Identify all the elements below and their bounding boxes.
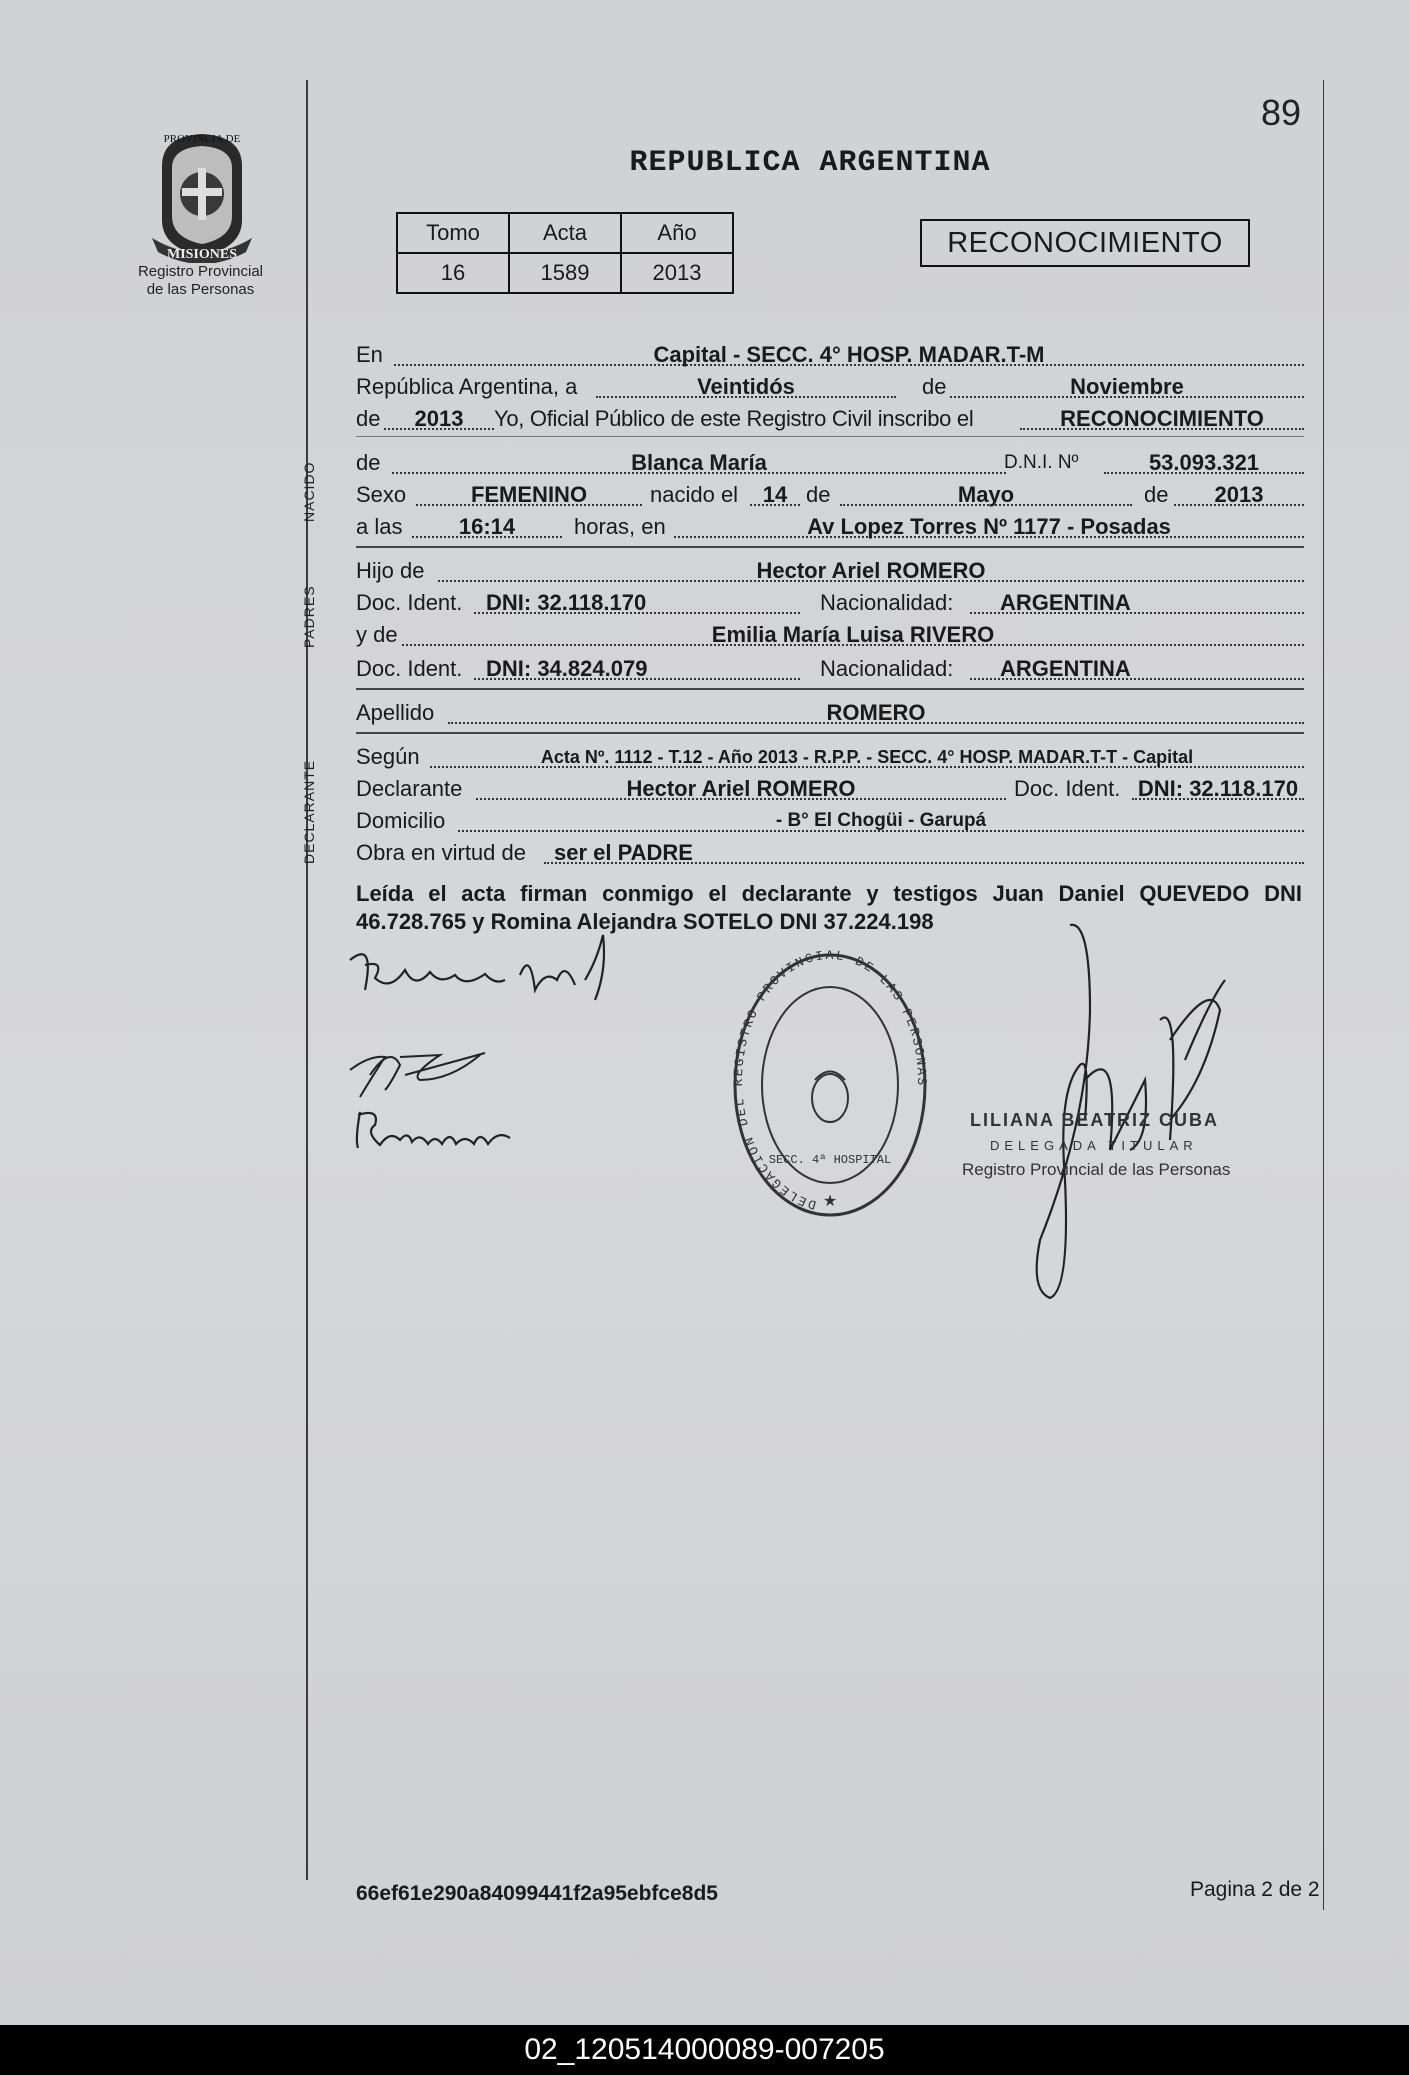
label-declarante: Declarante [356, 776, 463, 801]
value-anio-inscripcion: 2013 [414, 406, 464, 431]
field-dni [1104, 446, 1304, 474]
field-hora [412, 510, 562, 538]
field-padre-nac [970, 586, 1304, 614]
label-de-nac-anio: de [1144, 482, 1169, 507]
field-dia [596, 370, 896, 398]
field-obra [544, 836, 1304, 864]
value-madre: Emilia María Luisa RIVERO [711, 622, 995, 647]
field-padre [438, 554, 1304, 582]
signature-romero [345, 930, 615, 1020]
document-title: REPUBLICA ARGENTINA [629, 146, 991, 180]
value-tomo: 16 [397, 253, 509, 293]
label-nacido-el: nacido el [650, 482, 739, 507]
label-republica: República Argentina, a [356, 374, 578, 399]
acta-reference-table [396, 212, 734, 294]
logo-top-text: PROVINCIA DE [163, 133, 241, 145]
value-apellido: ROMERO [826, 700, 926, 725]
row-declarante [356, 772, 1304, 802]
value-nombre: Blanca María [631, 450, 767, 475]
value-inscribo: RECONOCIMIENTO [1060, 406, 1264, 431]
divider-padres [356, 688, 1304, 690]
value-hora: 16:14 [458, 514, 516, 539]
field-en [394, 338, 1304, 366]
field-domicilio [458, 804, 1304, 832]
field-anio [384, 402, 494, 430]
row-padre [356, 554, 1304, 584]
label-madre-doc: Doc. Ident. [356, 656, 463, 681]
divider-apellido [356, 732, 1304, 734]
section-label-nacido: NACIDO [301, 461, 317, 522]
field-nac-dia [750, 478, 800, 506]
value-en: Capital - SECC. 4° HOSP. MADAR.T-M [653, 342, 1045, 367]
value-segun: Acta Nº. 1112 - T.12 - Año 2013 - R.P.P. - SECC. 4° HOSP. MADAR.T-T - Capital [540, 747, 1194, 767]
value-anio: 2013 [621, 253, 733, 293]
label-de-nac-mes: de [806, 482, 831, 507]
header-acta: Acta [509, 213, 621, 253]
label-segun: Según [356, 744, 420, 769]
label-madre-nac: Nacionalidad: [820, 656, 954, 681]
section-label-declarante: DECLARANTE [301, 759, 317, 864]
value-declarante: Hector Ariel ROMERO [626, 776, 856, 801]
header-anio: Año [621, 213, 733, 253]
row-padre-doc [356, 586, 1304, 616]
row-sexo [356, 478, 1304, 508]
row-obra [356, 836, 1304, 866]
label-domicilio: Domicilio [356, 808, 446, 833]
value-mes: Noviembre [1070, 374, 1184, 399]
field-nac-mes [840, 478, 1132, 506]
field-mes [950, 370, 1304, 398]
stamp-ring-text: DELEGACION DEL REGISTRO PROVINCIAL DE LAS PERSONAS [731, 948, 930, 1213]
label-a-las: a las [356, 514, 403, 539]
row-apellido [356, 696, 1304, 726]
row-segun [356, 740, 1304, 770]
signature-sotelo [340, 1035, 490, 1105]
value-acta: 1589 [509, 253, 621, 293]
official-name: LILIANA BEATRIZ CUBA [970, 1110, 1219, 1130]
page-number: 89 [1260, 92, 1301, 133]
value-padre: Hector Ariel ROMERO [756, 558, 986, 583]
reading-statement: Leída el acta firman conmigo el declarante y testigos Juan Daniel QUEVEDO DNI 46.728.765 y Romina Alejandra SOTELO DNI 37.224.198 [356, 881, 1302, 934]
field-declarante-doc [1132, 772, 1304, 800]
acta-table-value-row [397, 253, 733, 293]
value-madre-doc: DNI: 34.824.079 [486, 656, 648, 681]
value-dni: 53.093.321 [1148, 450, 1260, 475]
value-nac-dia: 14 [762, 482, 788, 507]
label-de-nombre: de [356, 450, 381, 475]
value-padre-nac: ARGENTINA [1000, 590, 1131, 615]
value-domicilio: - B° El Chogüi - Garupá [775, 810, 987, 831]
row-hora-lugar [356, 510, 1304, 540]
value-padre-doc: DNI: 32.118.170 [486, 590, 647, 615]
row-fecha [356, 370, 1304, 400]
field-segun [430, 740, 1304, 768]
acta-table-header-row [397, 213, 733, 253]
file-id-banner: 02_120514000089-007205 [0, 2025, 1409, 2075]
divider-nacido [356, 546, 1304, 548]
value-dia: Veintidós [697, 374, 795, 399]
field-madre-doc [474, 652, 800, 680]
label-horas-en: horas, en [574, 514, 666, 539]
field-padre-doc [474, 586, 800, 614]
page-indicator: Pagina 2 de 2 [1190, 1878, 1320, 1901]
label-declarante-doc: Doc. Ident. [1014, 776, 1121, 801]
field-nombre [392, 446, 1006, 474]
stamp-inner-text: SECC. 4ª HOSPITAL [768, 1153, 892, 1167]
label-de-mes: de [922, 374, 947, 399]
right-margin-line [1323, 80, 1324, 1910]
logo-caption-line2: de las Personas [146, 281, 255, 298]
logo-caption-line1: Registro Provincial [137, 263, 264, 280]
field-nac-anio [1174, 478, 1304, 506]
row-inscripcion [356, 402, 1304, 432]
row-madre-doc [356, 652, 1304, 682]
stamp-star-icon: ★ [822, 1193, 838, 1210]
value-nac-mes: Mayo [957, 482, 1015, 507]
left-margin-line [306, 80, 308, 1880]
value-lugar: Av Lopez Torres Nº 1177 - Posadas [807, 514, 1171, 539]
divider-1 [356, 436, 1304, 437]
label-en: En [356, 342, 383, 367]
label-apellido: Apellido [356, 700, 435, 725]
header-tomo: Tomo [397, 213, 509, 253]
official-stamp [730, 948, 930, 1223]
label-padre-doc: Doc. Ident. [356, 590, 463, 615]
section-label-padres: PADRES [301, 585, 317, 648]
label-obra: Obra en virtud de [356, 840, 526, 865]
field-sexo [416, 478, 642, 506]
field-inscribo [1020, 402, 1304, 430]
value-obra: ser el PADRE [554, 840, 693, 865]
label-y-de: y de [356, 622, 398, 647]
row-en [356, 338, 1304, 368]
label-yo: Yo, Oficial Público de este Registro Civil inscribo el [494, 406, 974, 431]
label-sexo: Sexo [356, 482, 407, 507]
field-apellido [448, 696, 1304, 724]
field-madre-nac [970, 652, 1304, 680]
field-madre [402, 618, 1304, 646]
value-nac-anio: 2013 [1214, 482, 1264, 507]
row-nombre [356, 446, 1304, 476]
label-padre-nac: Nacionalidad: [820, 590, 954, 615]
value-declarante-doc: DNI: 32.118.170 [1137, 776, 1299, 801]
document-type-box: RECONOCIMIENTO [920, 219, 1250, 267]
document-hash: 66ef61e290a84099441f2a95ebfce8d5 [356, 1882, 718, 1905]
label-de-anio: de [356, 406, 381, 431]
logo-bottom-text: MISIONES [166, 247, 238, 262]
value-madre-nac: ARGENTINA [1000, 656, 1131, 681]
value-sexo: FEMENINO [470, 482, 588, 507]
field-declarante [476, 772, 1006, 800]
misiones-coat-of-arms-logo [142, 128, 262, 263]
signature-romina [350, 1100, 525, 1160]
row-madre [356, 618, 1304, 648]
label-dni: D.N.I. Nº [1004, 452, 1079, 473]
label-hijo-de: Hijo de [356, 558, 425, 583]
official-org: Registro Provincial de las Personas [962, 1160, 1231, 1179]
official-role: DELEGADA TITULAR [990, 1138, 1198, 1153]
field-lugar [674, 510, 1304, 538]
logo-caption [118, 263, 283, 299]
row-domicilio [356, 804, 1304, 834]
